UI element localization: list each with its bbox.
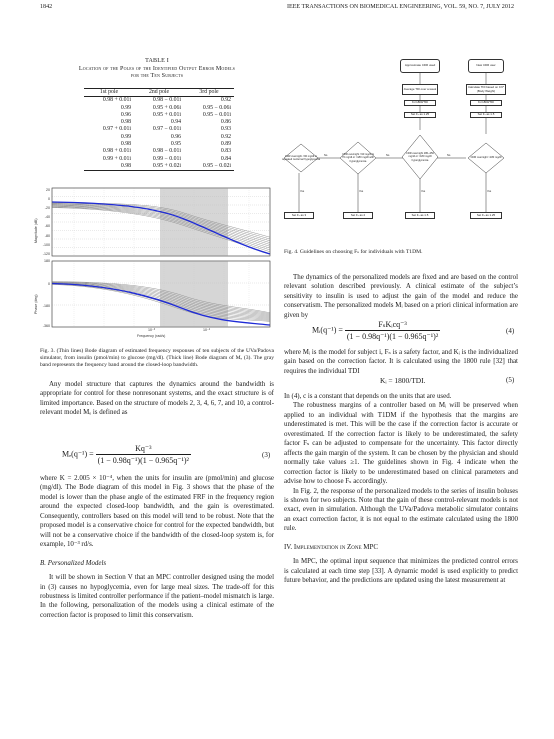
magnitude-tick-label: -80 (44, 233, 50, 238)
table-title-block (40, 58, 274, 81)
equation-4 (312, 320, 440, 341)
left-text-block-1 (40, 380, 274, 418)
figure4-caption: Fig. 4. Guidelines on choosing Fₛ for individuals with T1DM. (284, 249, 423, 255)
paragraph: Any model structure that captures the dynamics around the bandwidth is appropriate for control for these nonresonant systems, and the exact structure is of limited importance. Based on the structure of models 2, 3, 4, 6, 7, and 10, a control-relevant model Mₑ is defined as (40, 380, 274, 417)
table-cell: 0.99 + 0.01i (102, 155, 131, 162)
equation-3 (62, 444, 191, 465)
table-cell: 0.97 + 0.01i (102, 126, 131, 133)
gain-node: Kᵢ=1800/TDI (404, 100, 436, 106)
equation-denominator: (1 − 0.98q⁻¹)(1 − 0.965q⁻¹)² (346, 332, 439, 341)
table-cell: 0.95 + 0.01i (152, 111, 181, 118)
equation-number: (5) (506, 376, 515, 384)
table-cell: 0.95 − 0.01i (202, 111, 231, 118)
table-row (84, 163, 234, 171)
magnitude-tick-label: -40 (44, 215, 50, 220)
equation-denominator: (1 − 0.98q⁻¹)(1 − 0.965q⁻¹)² (97, 456, 189, 465)
average-tdi-node: Average TDI over a week (402, 84, 438, 95)
table-cell: 0.95 − 0.06i (202, 104, 231, 111)
table-cell: 0.99 (120, 104, 131, 111)
calculate-tdi-node: Calculate TDI based on 0.6*(Body Weight) (466, 84, 506, 95)
right-text-block-3 (284, 392, 518, 586)
phase-axis-label: Phase (deg) (34, 294, 38, 314)
safety-factor-node: Set Fₛ as 1.25 (404, 112, 436, 118)
table-cell: 0.98 (120, 141, 131, 148)
table-cell: 0.98 + 0.01i (102, 148, 131, 155)
table-cell: 0.92 (220, 133, 231, 140)
branch-label-yes: Yes (487, 190, 492, 193)
table-cell: 0.99 − 0.01i (152, 155, 181, 162)
table-cell: 0.99 (120, 133, 131, 140)
table-cell: 0.95 − 0.02i (184, 163, 234, 171)
magnitude-tick-label: -20 (44, 206, 50, 211)
phase-tick-label: -180 (42, 304, 50, 308)
equation-fraction (345, 320, 440, 341)
equation-lhs: Mₑ(q⁻¹) = (62, 449, 94, 459)
table-cell: 0.97 − 0.01i (152, 126, 181, 133)
decision-node: CDR overnight <90 mg/dl or repeated nocturnal hypoglycemia (281, 154, 321, 161)
flowchart-connectors (284, 56, 518, 236)
paragraph: In (4), c is a constant that depends on the units that are used. (284, 392, 452, 400)
branch-label-no: No (324, 154, 328, 157)
phase-tick-label: 0 (48, 282, 50, 286)
table-cell: 0.98 (84, 163, 134, 171)
table-row (84, 141, 234, 148)
journal-header: IEEE TRANSACTIONS ON BIOMEDICAL ENGINEERING, VOL. 59, NO. 7, JULY 2012 (286, 4, 514, 10)
table-cell: 0.96 (120, 111, 131, 118)
table-title-line2: for the Ten Subjects (130, 73, 184, 80)
decision-node: CDR overnight >180 mg/dl (470, 156, 502, 160)
table-row (84, 134, 234, 141)
guidelines-flowchart (281, 56, 518, 236)
table-cell: 0.96 (170, 133, 181, 140)
paragraph: In Fig. 2, the response of the personalized models to the series of insulin boluses is shown for two subjects. Note that the gain of these control-relevant models is not exact, even in simulation. Although the UVa/Padova metabolic simulator contains an exact correction factor, it is not equal to the estimate calculated using the 1800 rule. (284, 486, 518, 533)
equation-number: (3) (262, 451, 271, 459)
table-row (84, 148, 234, 155)
table-cell: 0.84 (220, 155, 231, 162)
table-cell: 0.98 (120, 119, 131, 126)
decision-node: CDR overnight 180~250 mg/dl or >180 mg/dl hyperglycemia (406, 152, 434, 162)
phase-tick-label: -360 (42, 324, 50, 328)
x-tick-label: 10⁻² (203, 328, 211, 332)
magnitude-tick-label: -60 (44, 224, 50, 229)
table-row (84, 105, 234, 112)
table-cell: 0.92 (220, 97, 231, 104)
branch-label-no: No (386, 154, 390, 157)
left-text-block-2 (40, 474, 274, 620)
phase-tick-label: 180 (44, 259, 50, 263)
figure3-caption: Fig. 3. (Thin lines) Bode diagram of estimated frequency responses of ten subjects of the UVa/Padova simulator, from insulin (pmol/min) to glucose (mg/dl). (Thick line) Bode diagram of Mₑ (3). The gray band represents the frequency band around the closed-loop bandwidth. (40, 348, 274, 369)
table-row (84, 112, 234, 119)
table-row (84, 119, 234, 126)
branch-label-yes: Yes (359, 190, 364, 193)
table-title-line1: Location of the Poles of the Identified Output Error Models (78, 65, 236, 72)
result-node: Set Fₛ as 3 (284, 212, 314, 219)
table-cell: 0.94 (170, 119, 181, 126)
table-header-cell: 1st pole (84, 89, 134, 97)
paragraph: In MPC, the optimal input sequence that minimizes the predicted control errors is calculated at each time step [33]. A dynamic model is used explicitly to predict future behavior, and the predictions are updated using the latest measurement at (284, 557, 518, 585)
table-cell: 0.98 − 0.01i (152, 148, 181, 155)
paragraph: where K = 2.005 × 10⁻⁴, when the units for insulin are (pmol/min) and glucose (mg/dl). The Bode diagram of this model in Fig. 3 shows that the phase of the model is lower than the phase angle of the estimated FRF in the frequency region around the expected closed-loop bandwidth, and the gain is overestimated. Consequently, controllers based on this model will tend to be robust. Note that the proposed model is a conservative choice for control for the expected bandwidth, but will not be a conservative choice if the bandwidth of the closed-loop system is, for example, 10⁻³ rd/s. (40, 474, 274, 549)
branch-label-no: No (447, 154, 451, 157)
start-node-new-cdr: New CDR user (468, 59, 504, 73)
x-tick-label: 10⁻³ (148, 328, 156, 332)
result-node: Set Fₛ as 1.25 (470, 212, 502, 219)
table-row (84, 126, 234, 133)
equation-number: (4) (506, 327, 515, 335)
magnitude-tick-label: 20 (46, 188, 50, 192)
right-text-block-2 (284, 348, 518, 376)
paragraph: The dynamics of the personalized models are fixed and are based on the control relevant solution described previously. A clinical estimate of the subject’s sensitivity to insulin is used to adjust the gain of the model and reduce the conservatism. The personalized models Mᵢ based on a priori clinical information are given by (284, 273, 518, 319)
table-header-row (84, 89, 234, 97)
safety-factor-node: Set Fₛ as 1.5 (470, 112, 502, 118)
equation-numerator: FₛKᵢcq⁻³ (345, 320, 440, 331)
table-cell: 0.98 − 0.01i (152, 97, 181, 104)
table-cell: 0.98 + 0.01i (102, 97, 131, 104)
decision-node: CDR overnight >90 mg/dl & 70 mg/dl or >180 mg/dl with hyperglycemia (342, 153, 374, 163)
table-cell: 0.95 (170, 141, 181, 148)
magnitude-axis-label: Magnitude (dB) (34, 218, 38, 243)
table-cell: 0.95 + 0.06i (152, 104, 181, 111)
subsection-heading: B. Personalized Models (40, 558, 107, 567)
result-node: Set Fₛ as 2 (343, 212, 373, 219)
bode-diagram (34, 185, 274, 337)
table-row (84, 156, 234, 163)
table-header-cell: 3rd pole (184, 89, 234, 97)
table-label: TABLE I (145, 58, 169, 64)
branch-label-yes: Yes (421, 190, 426, 193)
paragraph: The robustness margins of a controller based on Mᵢ will be preserved when applied to an individual with T1DM if the hypothesis that the margins are underestimated is met. This will be the case if the correction factor is accurate or overestimated. If the correction factor is likely to be underestimated, the safety factor Fₛ can be adjusted to compensate for the uncertainty. This factor directly affects the gain margin of the system. It can be chosen by the physician and should normally take values ≥1. The guidelines shown in Fig. 4 indicate when the correction factor is likely to be underestimated based on clinical parameters and advise how to choose Fₛ accordingly. (284, 401, 518, 486)
table-cell: 0.83 (220, 148, 231, 155)
table-cell: 0.95 + 0.02i (134, 163, 184, 171)
branch-label-yes: Yes (300, 190, 305, 193)
magnitude-tick-label: -120 (42, 251, 50, 256)
right-text-block-1 (284, 273, 518, 320)
start-node-approx-cdr: Approximate CDR used (400, 59, 440, 73)
table-header-cell: 2nd pole (134, 89, 184, 97)
equation-5: Kᵢ = 1800/TDI. (380, 376, 426, 385)
gain-node: Kᵢ=1800/TDI (470, 100, 502, 106)
paragraph: It will be shown in Section V that an MPC controller designed using the model in (3) causes no hypoglycemia, even for large meal sizes. The trade-off for this robustness is limited controller performance if the patient–model mismatch is large. In the following, personalization of the models using a clinical estimate of the correction factor is proposed to limit this conservatism. (40, 573, 274, 619)
equation-numerator: Kq⁻³ (96, 444, 191, 455)
result-node: Set Fₛ as 1.5 (405, 212, 435, 219)
frequency-axis-label: Frequency (rad/s) (137, 334, 166, 338)
equation-fraction (96, 444, 191, 465)
magnitude-tick-label: -100 (42, 242, 50, 247)
table-row (84, 97, 234, 105)
table-cell: 0.86 (220, 119, 231, 126)
poles-table (84, 88, 234, 171)
paragraph: where Mᵢ is the model for subject i, Fₛ is a safety factor, and Kᵢ is the individualized gain based on the correction factor. It is calculated using the 1800 rule [32] that requires the individual TDI (284, 348, 518, 375)
section-heading: IV. Implementation in Zone MPC (284, 542, 378, 551)
magnitude-tick-label: 0 (48, 197, 50, 202)
table-cell: 0.93 (220, 126, 231, 133)
page-number: 1842 (40, 4, 53, 10)
equation-lhs: Mᵢ(q⁻¹) = (312, 325, 343, 335)
table-cell: 0.89 (220, 141, 231, 148)
